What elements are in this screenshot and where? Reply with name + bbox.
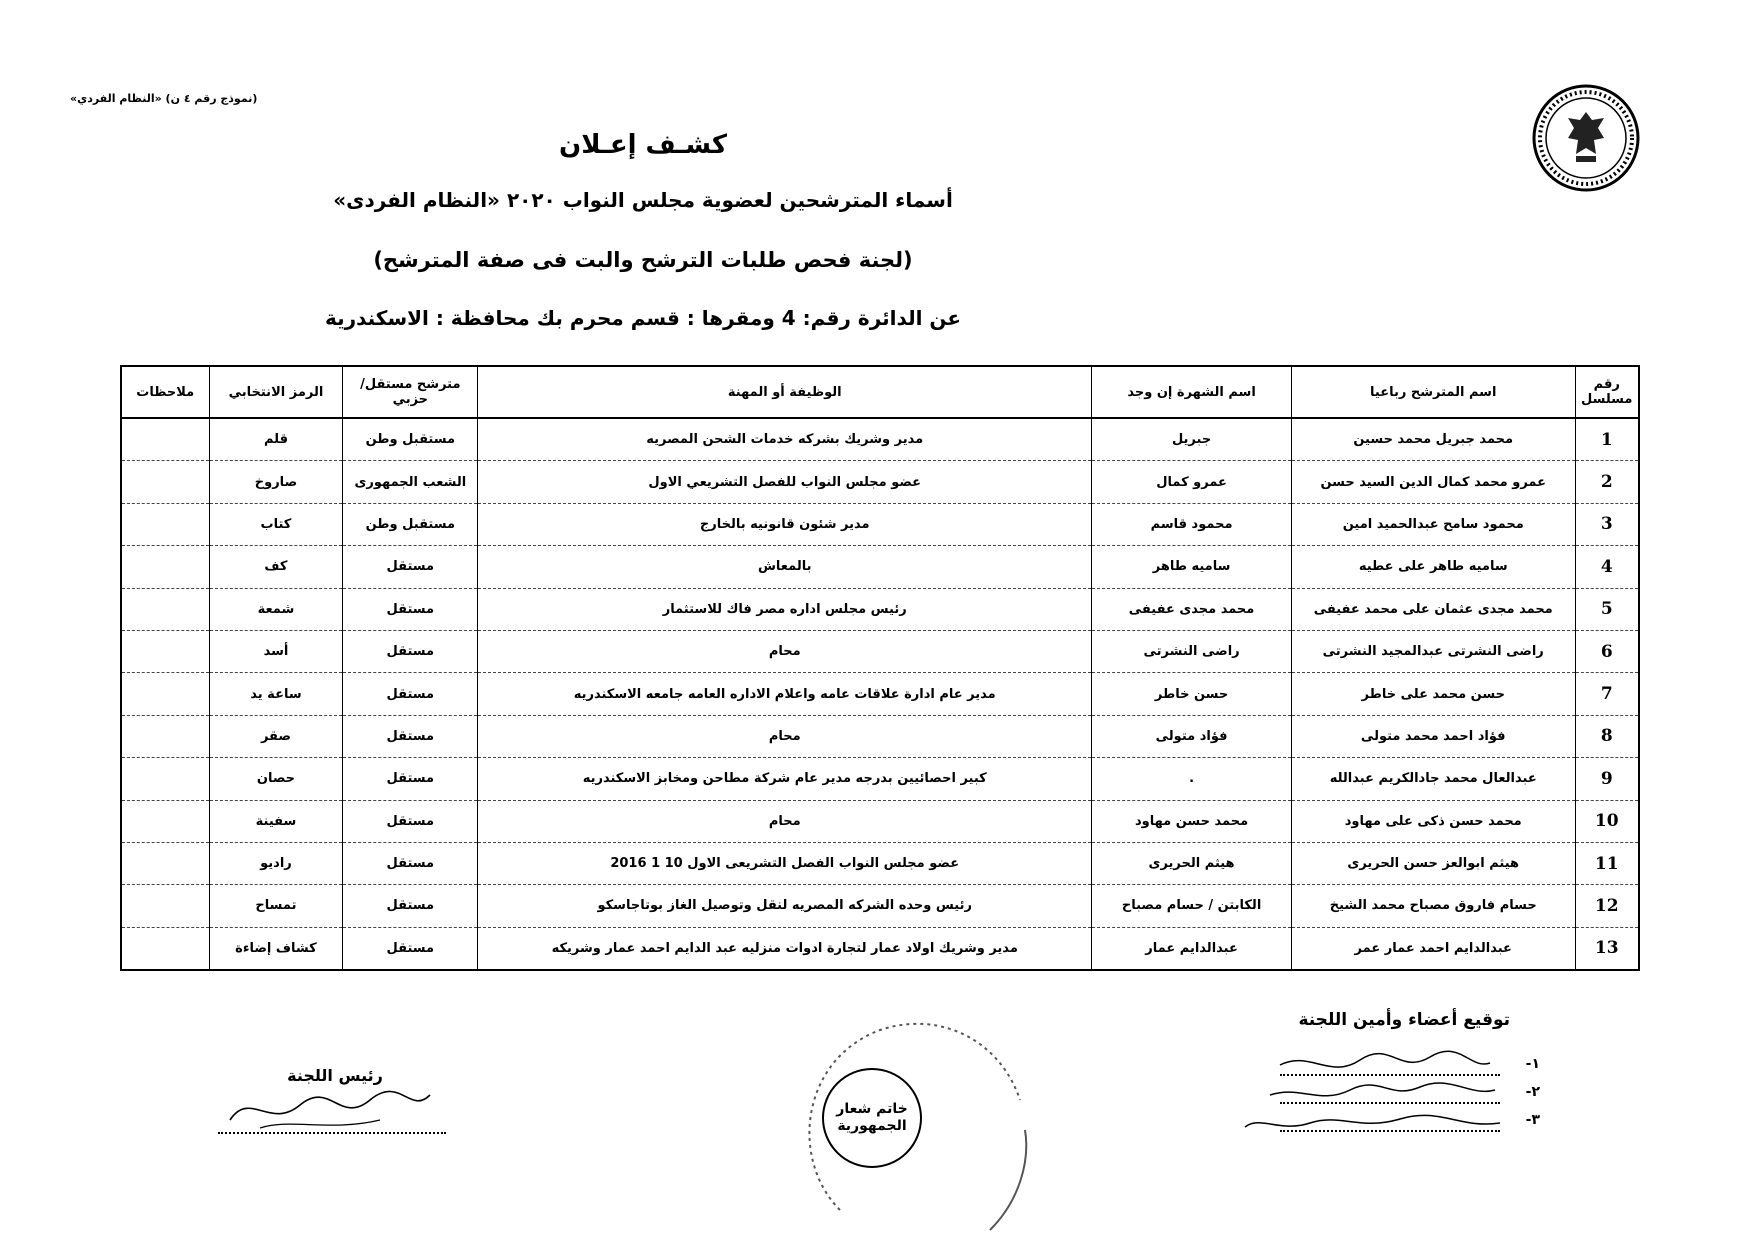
member-1-label: ١- xyxy=(1525,1056,1540,1072)
table-row xyxy=(121,758,1639,800)
cell-notes xyxy=(121,715,209,757)
cell-nickname: هيثم الحريرى xyxy=(1092,842,1292,884)
table-row xyxy=(121,885,1639,927)
header-serial: رقم مسلسل xyxy=(1575,366,1639,418)
cell-notes xyxy=(121,588,209,630)
table-row xyxy=(121,842,1639,884)
cell-nickname: محمد حسن مهاود xyxy=(1092,800,1292,842)
cell-symbol: كشاف إضاءة xyxy=(209,927,343,970)
cell-symbol: راديو xyxy=(209,842,343,884)
committee-name: (لجنة فحص طلبات الترشح والبت فى صفة المترشح) xyxy=(373,248,913,272)
cell-type: مستقبل وطن xyxy=(343,418,478,461)
cell-name: عمرو محمد كمال الدين السيد حسن xyxy=(1291,461,1575,503)
cell-serial: 12 xyxy=(1575,885,1639,927)
cell-type: مستقل xyxy=(343,588,478,630)
cell-notes xyxy=(121,630,209,672)
cell-type: مستقبل وطن xyxy=(343,503,478,545)
chair-signature-title: رئيس اللجنة xyxy=(287,1066,383,1085)
table-row xyxy=(121,630,1639,672)
cell-notes xyxy=(121,503,209,545)
cell-notes xyxy=(121,885,209,927)
cell-symbol: سفينة xyxy=(209,800,343,842)
candidates-table xyxy=(120,365,1640,971)
cell-job: مدير شئون قانونيه بالخارج xyxy=(478,503,1092,545)
cell-job: عضو مجلس النواب الفصل التشريعى الاول 10 1 2016 xyxy=(478,842,1092,884)
cell-serial: 6 xyxy=(1575,630,1639,672)
cell-name: عبدالدايم احمد عمار عمر xyxy=(1291,927,1575,970)
cell-nickname: عبدالدايم عمار xyxy=(1092,927,1292,970)
form-code: (نموذج رقم ٤ ن) «النظام الفردي» xyxy=(70,92,258,105)
cell-type: مستقل xyxy=(343,630,478,672)
cell-serial: 4 xyxy=(1575,546,1639,588)
cell-nickname: حسن خاطر xyxy=(1092,673,1292,715)
cell-symbol: قلم xyxy=(209,418,343,461)
cell-serial: 5 xyxy=(1575,588,1639,630)
cell-name: ساميه طاهر على عطيه xyxy=(1291,546,1575,588)
seal-text: خاتم شعار الجمهورية xyxy=(836,1100,908,1134)
cell-type: مستقل xyxy=(343,800,478,842)
chair-signature-scribble xyxy=(220,1080,440,1140)
cell-serial: 8 xyxy=(1575,715,1639,757)
cell-nickname: محمد مجدى عفيفى xyxy=(1092,588,1292,630)
table-row xyxy=(121,927,1639,970)
header-type: مترشح مستقل/حزبي xyxy=(343,366,478,418)
eagle-emblem-icon xyxy=(1530,82,1642,194)
cell-serial: 11 xyxy=(1575,842,1639,884)
cell-name: فؤاد احمد محمد متولى xyxy=(1291,715,1575,757)
cell-type: مستقل xyxy=(343,758,478,800)
cell-name: عبدالعال محمد جادالكريم عبدالله xyxy=(1291,758,1575,800)
header-job: الوظيفة أو المهنة xyxy=(478,366,1092,418)
cell-symbol: كف xyxy=(209,546,343,588)
document-title: كشـف إعـلان xyxy=(559,130,727,160)
member-3-label: ٣- xyxy=(1525,1112,1540,1128)
cell-name: محمد مجدى عثمان على محمد عفيفى xyxy=(1291,588,1575,630)
table-header-row xyxy=(121,366,1639,418)
cell-name: محمد جبريل محمد حسين xyxy=(1291,418,1575,461)
header-name: اسم المترشح رباعيا xyxy=(1291,366,1575,418)
cell-type: مستقل xyxy=(343,885,478,927)
table-row xyxy=(121,800,1639,842)
member-2-label: ٢- xyxy=(1525,1084,1540,1100)
cell-serial: 9 xyxy=(1575,758,1639,800)
cell-job: محام xyxy=(478,630,1092,672)
cell-symbol: شمعة xyxy=(209,588,343,630)
cell-serial: 3 xyxy=(1575,503,1639,545)
cell-symbol: كتاب xyxy=(209,503,343,545)
cell-type: الشعب الجمهورى xyxy=(343,461,478,503)
cell-job: عضو مجلس النواب للفصل التشريعي الاول xyxy=(478,461,1092,503)
cell-job: مدير عام ادارة علاقات عامه واعلام الاداره العامه جامعه الاسكندريه xyxy=(478,673,1092,715)
cell-symbol: ساعة يد xyxy=(209,673,343,715)
cell-notes xyxy=(121,546,209,588)
table-row xyxy=(121,673,1639,715)
cell-symbol: حصان xyxy=(209,758,343,800)
cell-name: حسن محمد على خاطر xyxy=(1291,673,1575,715)
cell-job: رئيس وحده الشركه المصريه لنقل وتوصيل الغاز بوتاجاسكو xyxy=(478,885,1092,927)
cell-job: رئيس مجلس اداره مصر فاك للاستثمار xyxy=(478,588,1092,630)
cell-serial: 10 xyxy=(1575,800,1639,842)
cell-job: مدير وشريك اولاد عمار لتجارة ادوات منزليه عبد الدايم احمد عمار وشريكه xyxy=(478,927,1092,970)
cell-name: حسام فاروق مصباح محمد الشيخ xyxy=(1291,885,1575,927)
cell-type: مستقل xyxy=(343,673,478,715)
table-row xyxy=(121,503,1639,545)
cell-serial: 13 xyxy=(1575,927,1639,970)
table-row xyxy=(121,546,1639,588)
cell-serial: 7 xyxy=(1575,673,1639,715)
cell-type: مستقل xyxy=(343,842,478,884)
cell-name: راضى النشرتى عبدالمجيد النشرتى xyxy=(1291,630,1575,672)
cell-nickname: فؤاد متولى xyxy=(1092,715,1292,757)
cell-type: مستقل xyxy=(343,927,478,970)
cell-nickname: عمرو كمال xyxy=(1092,461,1292,503)
table-row xyxy=(121,715,1639,757)
cell-nickname: . xyxy=(1092,758,1292,800)
header-symbol: الرمز الانتخابي xyxy=(209,366,343,418)
cell-symbol: أسد xyxy=(209,630,343,672)
cell-job: مدير وشريك بشركه خدمات الشحن المصريه xyxy=(478,418,1092,461)
cell-nickname: محمود قاسم xyxy=(1092,503,1292,545)
republic-seal xyxy=(822,1068,922,1168)
header-notes: ملاحظات xyxy=(121,366,209,418)
members-signature-title: توقيع أعضاء وأمين اللجنة xyxy=(1298,1010,1510,1030)
cell-notes xyxy=(121,927,209,970)
document-subtitle: أسماء المترشحين لعضوية مجلس النواب ٢٠٢٠ «النظام الفردى» xyxy=(333,188,953,212)
cell-nickname: جبريل xyxy=(1092,418,1292,461)
cell-job: بالمعاش xyxy=(478,546,1092,588)
cell-notes xyxy=(121,673,209,715)
table-row xyxy=(121,461,1639,503)
cell-job: محام xyxy=(478,715,1092,757)
cell-serial: 2 xyxy=(1575,461,1639,503)
cell-serial: 1 xyxy=(1575,418,1639,461)
cell-notes xyxy=(121,842,209,884)
cell-notes xyxy=(121,758,209,800)
cell-symbol: صاروخ xyxy=(209,461,343,503)
cell-notes xyxy=(121,461,209,503)
cell-name: محمد حسن ذكى على مهاود xyxy=(1291,800,1575,842)
cell-symbol: تمساح xyxy=(209,885,343,927)
cell-nickname: راضى النشرتى xyxy=(1092,630,1292,672)
cell-nickname: الكابتن / حسام مصباح xyxy=(1092,885,1292,927)
district-info: عن الدائرة رقم: 4 ومقرها : قسم محرم بك محافظة : الاسكندرية xyxy=(324,306,962,330)
table-row xyxy=(121,418,1639,461)
cell-job: محام xyxy=(478,800,1092,842)
table-row xyxy=(121,588,1639,630)
cell-type: مستقل xyxy=(343,546,478,588)
cell-notes xyxy=(121,418,209,461)
cell-name: محمود سامح عبدالحميد امين xyxy=(1291,503,1575,545)
cell-type: مستقل xyxy=(343,715,478,757)
members-signature-scribble xyxy=(1240,1045,1510,1145)
cell-symbol: صقر xyxy=(209,715,343,757)
cell-nickname: ساميه طاهر xyxy=(1092,546,1292,588)
cell-name: هيثم ابوالعز حسن الحريرى xyxy=(1291,842,1575,884)
cell-notes xyxy=(121,800,209,842)
cell-job: كبير احصائيين بدرجه مدير عام شركة مطاحن ومخابز الاسكندريه xyxy=(478,758,1092,800)
header-nickname: اسم الشهرة إن وجد xyxy=(1092,366,1292,418)
